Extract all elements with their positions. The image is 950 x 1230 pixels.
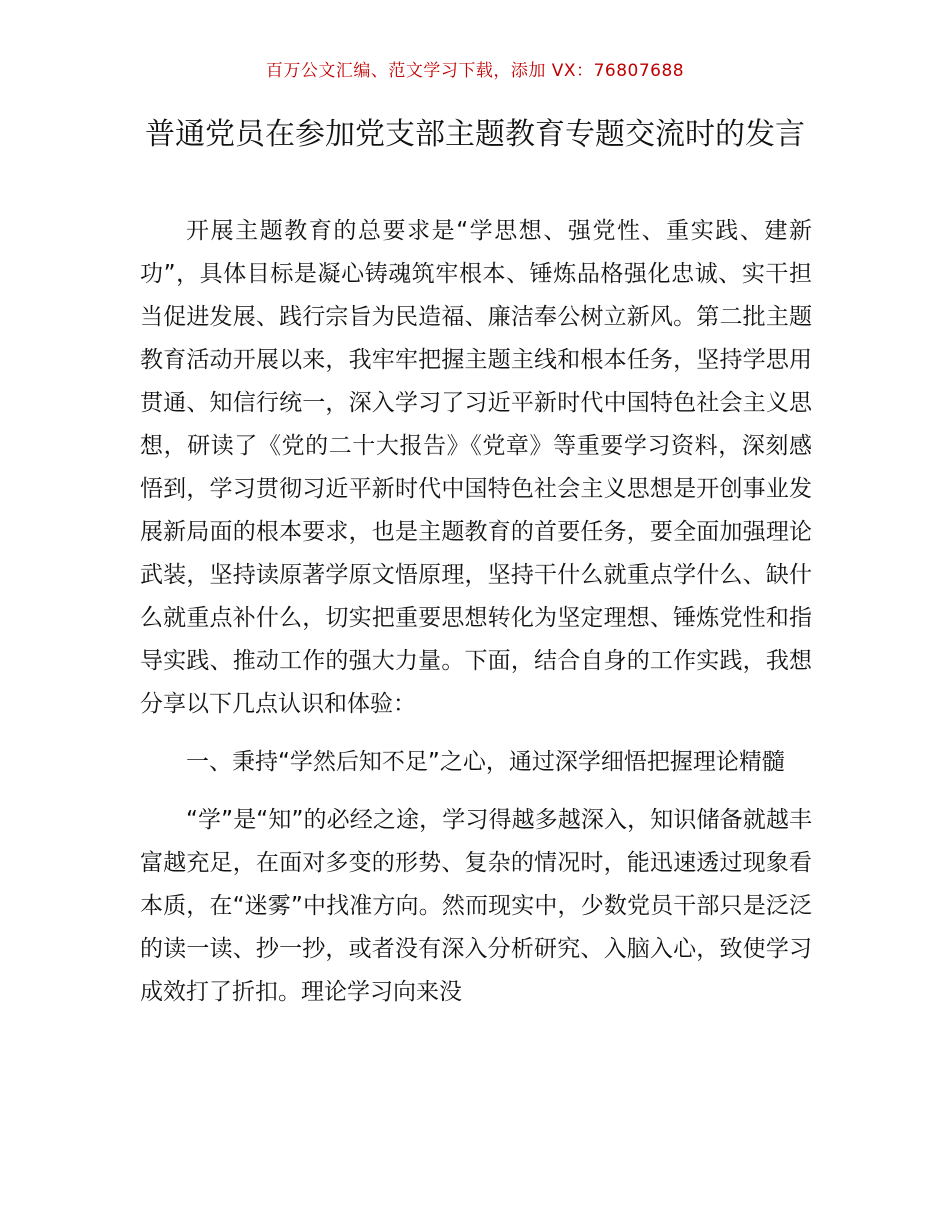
section-heading-1: 一、秉持“学然后知不足”之心，通过深学细悟把握理论精髓 bbox=[186, 749, 785, 775]
document-title: 普通党员在参加党支部主题教育专题交流时的发言 bbox=[145, 117, 805, 152]
header-watermark-text: 百万公文汇编、范文学习下载，添加 VX：76807688 bbox=[265, 61, 685, 81]
paragraph-intro: 开展主题教育的总要求是“学思想、强党性、重实践、建新功”，具体目标是凝心铸魂筑牢根本、锤炼品格强化忠诚、实干担当促进发展、践行宗旨为民造福、廉洁奉公树立新风。第二批主题教育活动开展以来，我牢牢把握主题主线和根本任务，坚持学思用贯通、知信行统一，深入学习了习近平新时代中国特色社会主义思想，研读了《党的二十大报告》《党章》等重要学习资料，深刻感悟到，学习贯彻习近平新时代中国特色社会主义思想是开创事业发展新局面的根本要求，也是主题教育的首要任务，要全面加强理论武装，坚持读原著学原文悟原理，坚持干什么就重点学什么、缺什么就重点补什么，切实把重要思想转化为坚定理想、锤炼党性和指导实践、推动工作的强大力量。下面，结合自身的工作实践，我想分享以下几点认识和体验： bbox=[140, 218, 812, 717]
document-body bbox=[140, 210, 812, 1014]
paragraph-section-1: “学”是“知”的必经之途，学习得越多越深入，知识储备就越丰富越充足，在面对多变的形势、复杂的情况时，能迅速透过现象看本质，在“迷雾”中找准方向。然而现实中，少数党员干部只是泛泛的读一读、抄一抄，或者没有深入分析研究、入脑入心，致使学习成效打了折扣。理论学习向来没 bbox=[140, 807, 812, 1005]
